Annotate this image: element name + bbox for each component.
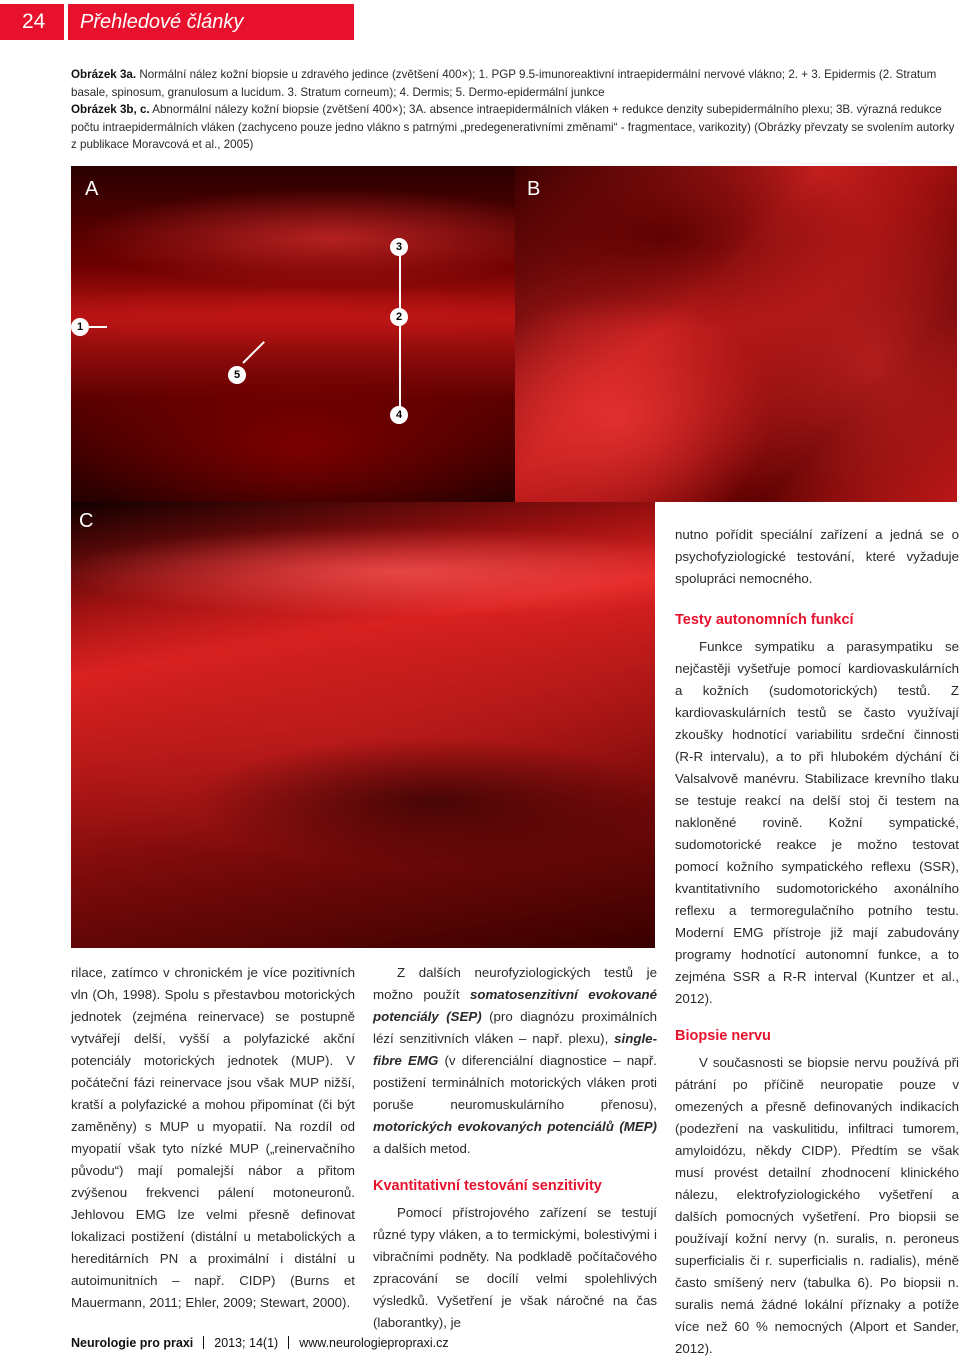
footer-url[interactable]: www.neurologiepropraxi.cz xyxy=(299,1336,449,1350)
footer-issue: 2013; 14(1) xyxy=(214,1336,279,1350)
text-run: a dalších metod. xyxy=(373,1141,471,1156)
caption-label-3a: Obrázek 3a. xyxy=(71,68,137,81)
marker-1-arrow xyxy=(89,326,107,328)
caption-text-3a: Normální nález kožní biopsie u zdravého jedince (zvětšení 400×); 1. PGP 9.5-imunoreaktivní intraepidermální nervové vlákno; 2. + 3. Epidermis (2. Stratum basale, spinosum, granulosum a lucidum. 3. Stratum corneum); 4. Dermis; 5. Dermo-epidermální junkce xyxy=(71,68,937,99)
text-run: (pro diagnózu proximálních lézí senzitivních vláken – např. plexu), xyxy=(373,1009,657,1046)
middle-column-paragraph-2: Pomocí přístrojového zařízení se testují různé typy vláken, a to termickými, bolestivými i vibračními podněty. Na podkladě počítačového zpracování se docílí velmi spolehlivých výsledků. Vyšetření je však náročné na čas (laborantky), je xyxy=(373,1205,657,1330)
figure-b-image xyxy=(515,166,957,502)
figure-c-label: C xyxy=(79,510,94,532)
text-run: Z dalších neurofyziologických testů je možno použít xyxy=(373,965,657,1002)
footer-journal: Neurologie pro praxi xyxy=(71,1336,194,1350)
term-sep: somatosenzitivní evokované potenciály (SEP) xyxy=(373,987,657,1024)
left-column-paragraph: rilace, zatímco v chronickém je více pozitivních vln (Oh, 1998). Spolu s přestavbou motorických jednotek (zejména reinervace) se postupně vytvářejí delší, vyšší a polyfazické akční potenciály motorických jednotek (MUP). V počáteční fázi reinervace jsou však MUP nižší, kratší a polyfazické a mohou připomínat (či být zaměněny) s MUP u myopatií. Na rozdíl od myopatií však tyto nízké MUP („reinervačního původu“) mají pomalejší nábor a přitom zvýšenou frekvenci pálení motoneuronů. Jehlovou EMG lze velmi přesně definovat lokalizaci postižení (distální u metabolických a hereditárních PN a proximální i distální u autoimunitních – např. CIDP) (Burns et Mauermann, 2011; Ehler, 2009; Stewart, 2000). xyxy=(71,965,355,1310)
marker-2: 2 xyxy=(390,308,408,326)
marker-1: 1 xyxy=(71,318,89,336)
right-top-paragraph: nutno pořídit speciální zařízení a jedná se o psychofyziologické testování, které vyžaduje spolupráci nemocného. xyxy=(675,527,959,586)
page-number: 24 xyxy=(0,4,64,40)
left-column xyxy=(71,962,355,1314)
middle-column-paragraph-1 xyxy=(373,962,657,1160)
term-mep: motorických evokovaných potenciálů (MEP) xyxy=(373,1119,657,1134)
marker-5-arrow xyxy=(242,341,265,364)
heading-quantitative-sensory-testing: Kvantitativní testování senzitivity xyxy=(373,1178,602,1194)
text-run: (v diferenciální diagnostice – např. postižení terminálních motorických vláken proti poruše neuromuskulárního přenosu), xyxy=(373,1053,658,1112)
figure-a-label: A xyxy=(85,178,99,200)
caption-label-3bc: Obrázek 3b, c. xyxy=(71,103,150,116)
marker-axis-line xyxy=(399,254,401,424)
autonomic-tests-paragraph: Funkce sympatiku a parasympatiku se nejčastěji vyšetřuje pomocí kardiovaskulárních a kožních (sudomotorických) testů. Z kardiovaskulárních testů se často využívají zkoušky hodnotící variabilitu srdeční činnosti (R-R intervalu), a to při hlubokém dýchání či Valsalvově manévru. Stabilizace krevního tlaku se testuje reakcí na delší stoj či testem na nakloněné rovině. Kožní sympatické, sudomotorické reakce je možno testovat pomocí kožního sympatického reflexu (SSR), kvantitativního sudomotorického axonálního reflexu a termoregulačního potního testu. Moderní EMG přístroje již mají zabudovány programy hodnotící autonomní funkce, a to zejména SSR a R-R interval (Kuntzer et al., 2012). xyxy=(675,639,959,1006)
marker-3: 3 xyxy=(390,238,408,256)
heading-nerve-biopsy: Biopsie nervu xyxy=(675,1028,771,1044)
figure-b-label: B xyxy=(527,178,541,200)
footer-separator xyxy=(288,1336,289,1349)
caption-text-3bc: Abnormální nálezy kožní biopsie (zvětšení 400×); 3A. absence intraepidermálních vláken + redukce denzity subepidermálního plexu; 3B. výrazná redukce počtu intraepidermálních vláken (zachyceno pouze jedno vlákno s patrnými „predegenerativními změnami“ - fragmentace, varikozity) (Obrázky převzaty se svolením autorky z publikace Moravcová et al., 2005) xyxy=(71,103,955,151)
heading-autonomic-tests: Testy autonomních funkcí xyxy=(675,612,854,628)
nerve-biopsy-paragraph: V současnosti se biopsie nervu používá při pátrání po příčině neuropatie pouze v omezených a přesně definovaných indikacích (podezření na vaskulitidu, infiltraci tumorem, amyloidózu, někdy CIDP). Předtím se však musí provést detailní zhodnocení klinického nálezu, elektrofyziologického vyšetření a dalších pomocných vyšetření. Pro biopsii se používají kožní nervy (n. suralis, n. peroneus superficialis či r. superficialis n. radialis), méně často smíšený nerv (tabulka 6). Po biopsii n. suralis nemá žádné lokální příznaky a potíže více než 60 % nemocných (Alport et Sander, 2012). xyxy=(675,1055,959,1356)
figure-caption xyxy=(71,66,960,154)
term-single-fibre-emg: single-fibre EMG xyxy=(373,1031,657,1068)
right-column xyxy=(675,610,959,1356)
right-top-text xyxy=(675,524,959,590)
figure-a-image xyxy=(71,166,515,502)
section-title: Přehledové články xyxy=(68,4,354,40)
middle-column xyxy=(373,962,657,1334)
figure-c-image xyxy=(71,502,655,948)
marker-5: 5 xyxy=(228,366,246,384)
marker-4: 4 xyxy=(390,406,408,424)
footer-separator xyxy=(203,1336,204,1349)
footer xyxy=(71,1336,449,1350)
